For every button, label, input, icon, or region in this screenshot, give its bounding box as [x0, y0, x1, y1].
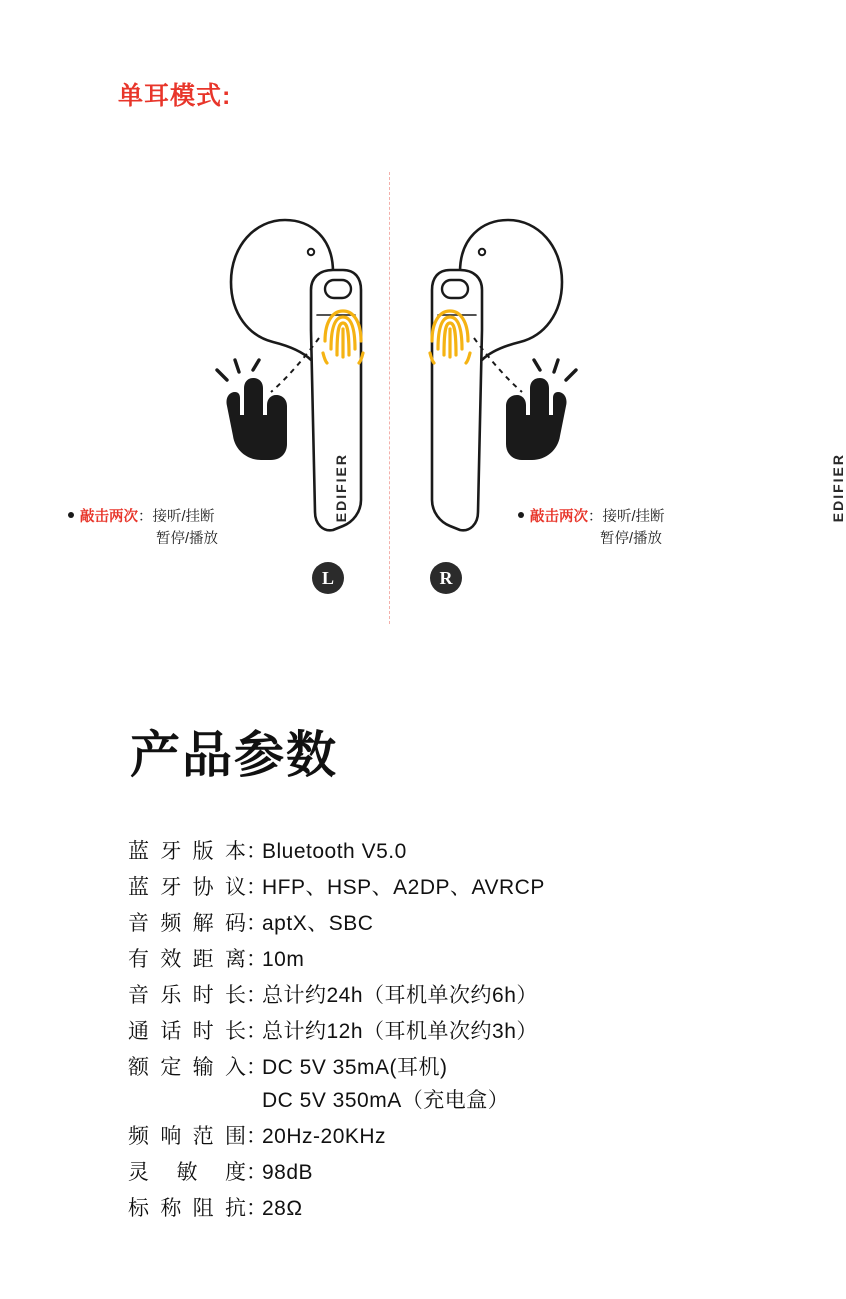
spec-colon: ：: [246, 1125, 267, 1148]
spec-row: [128, 982, 768, 1009]
spec-row: [128, 838, 768, 865]
left-gesture-lead: 敲击两次: [80, 509, 138, 525]
left-earbud-svg: [215, 210, 395, 630]
spec-list: [128, 838, 768, 1231]
right-gesture-caption: [518, 506, 665, 550]
spec-value: Bluetooth V5.0: [262, 840, 407, 863]
spec-value: 20Hz-20KHz: [262, 1125, 387, 1148]
left-channel-badge: L: [312, 562, 344, 594]
spec-row: [128, 1123, 768, 1150]
spec-colon: ：: [246, 840, 267, 863]
spec-colon: ：: [246, 1020, 267, 1043]
brand-label-right: EDIFIER: [830, 453, 846, 523]
left-gesture-caption: [68, 506, 218, 550]
tap-hand-icon: [506, 360, 576, 460]
spec-colon: ：: [246, 984, 267, 1007]
left-gesture-colon: ：: [138, 509, 153, 525]
spec-row: [128, 1195, 768, 1222]
spec-row: [128, 874, 768, 901]
right-gesture-value2: 暂停/播放: [600, 531, 663, 547]
left-earbud-illustration: [215, 210, 395, 630]
spec-value: aptX、SBC: [262, 912, 374, 935]
spec-value: 总计约12h（耳机单次约3h）: [262, 1020, 538, 1043]
spec-section-heading: 产品参数: [130, 727, 338, 783]
right-earbud-svg: [398, 210, 578, 630]
spec-value: 总计约24h（耳机单次约6h）: [262, 984, 538, 1007]
spec-label: 蓝牙协议: [128, 876, 246, 899]
spec-value-line1: DC 5V 35mA(耳机): [262, 1056, 448, 1079]
spec-label: 通话时长: [128, 1020, 246, 1043]
single-earbud-mode-diagram: [0, 150, 846, 650]
spec-label: 音频解码: [128, 912, 246, 935]
spec-label: 蓝牙版本: [128, 840, 246, 863]
spec-colon: ：: [246, 1161, 267, 1184]
page-title: 单耳模式:: [118, 82, 232, 110]
spec-label: 额定输入: [128, 1056, 246, 1079]
brand-label-left: EDIFIER: [333, 453, 349, 523]
spec-row: [128, 1018, 768, 1045]
spec-colon: ：: [246, 948, 267, 971]
right-gesture-colon: ：: [588, 509, 603, 525]
bullet-point: [68, 512, 74, 518]
right-channel-badge: R: [430, 562, 462, 594]
spec-value: 98dB: [262, 1161, 314, 1184]
right-gesture-value: 接听/挂断: [602, 509, 665, 525]
left-gesture-value: 接听/挂断: [152, 509, 215, 525]
spec-colon: ：: [246, 912, 267, 935]
spec-value: 10m: [262, 948, 305, 971]
spec-row: [128, 910, 768, 937]
spec-label: 有效距离: [128, 948, 246, 971]
spec-value: HFP、HSP、A2DP、AVRCP: [262, 876, 545, 899]
spec-label: 标称阻抗: [128, 1197, 246, 1220]
spec-label: 频响范围: [128, 1125, 246, 1148]
spec-label: 灵敏度: [128, 1161, 246, 1184]
spec-row: [128, 1159, 768, 1186]
tap-hand-icon: [217, 360, 287, 460]
right-gesture-lead: 敲击两次: [530, 509, 588, 525]
spec-colon: ：: [246, 1056, 267, 1079]
spec-colon: ：: [246, 876, 267, 899]
spec-value: 28Ω: [262, 1197, 303, 1220]
left-gesture-value2: 暂停/播放: [156, 531, 219, 547]
spec-value: [262, 1054, 509, 1114]
bullet-point: [518, 512, 524, 518]
spec-row: [128, 1054, 768, 1114]
spec-value-line2: DC 5V 350mA（充电盒）: [262, 1089, 510, 1112]
spec-colon: ：: [246, 1197, 267, 1220]
spec-row: [128, 946, 768, 973]
spec-label: 音乐时长: [128, 984, 246, 1007]
